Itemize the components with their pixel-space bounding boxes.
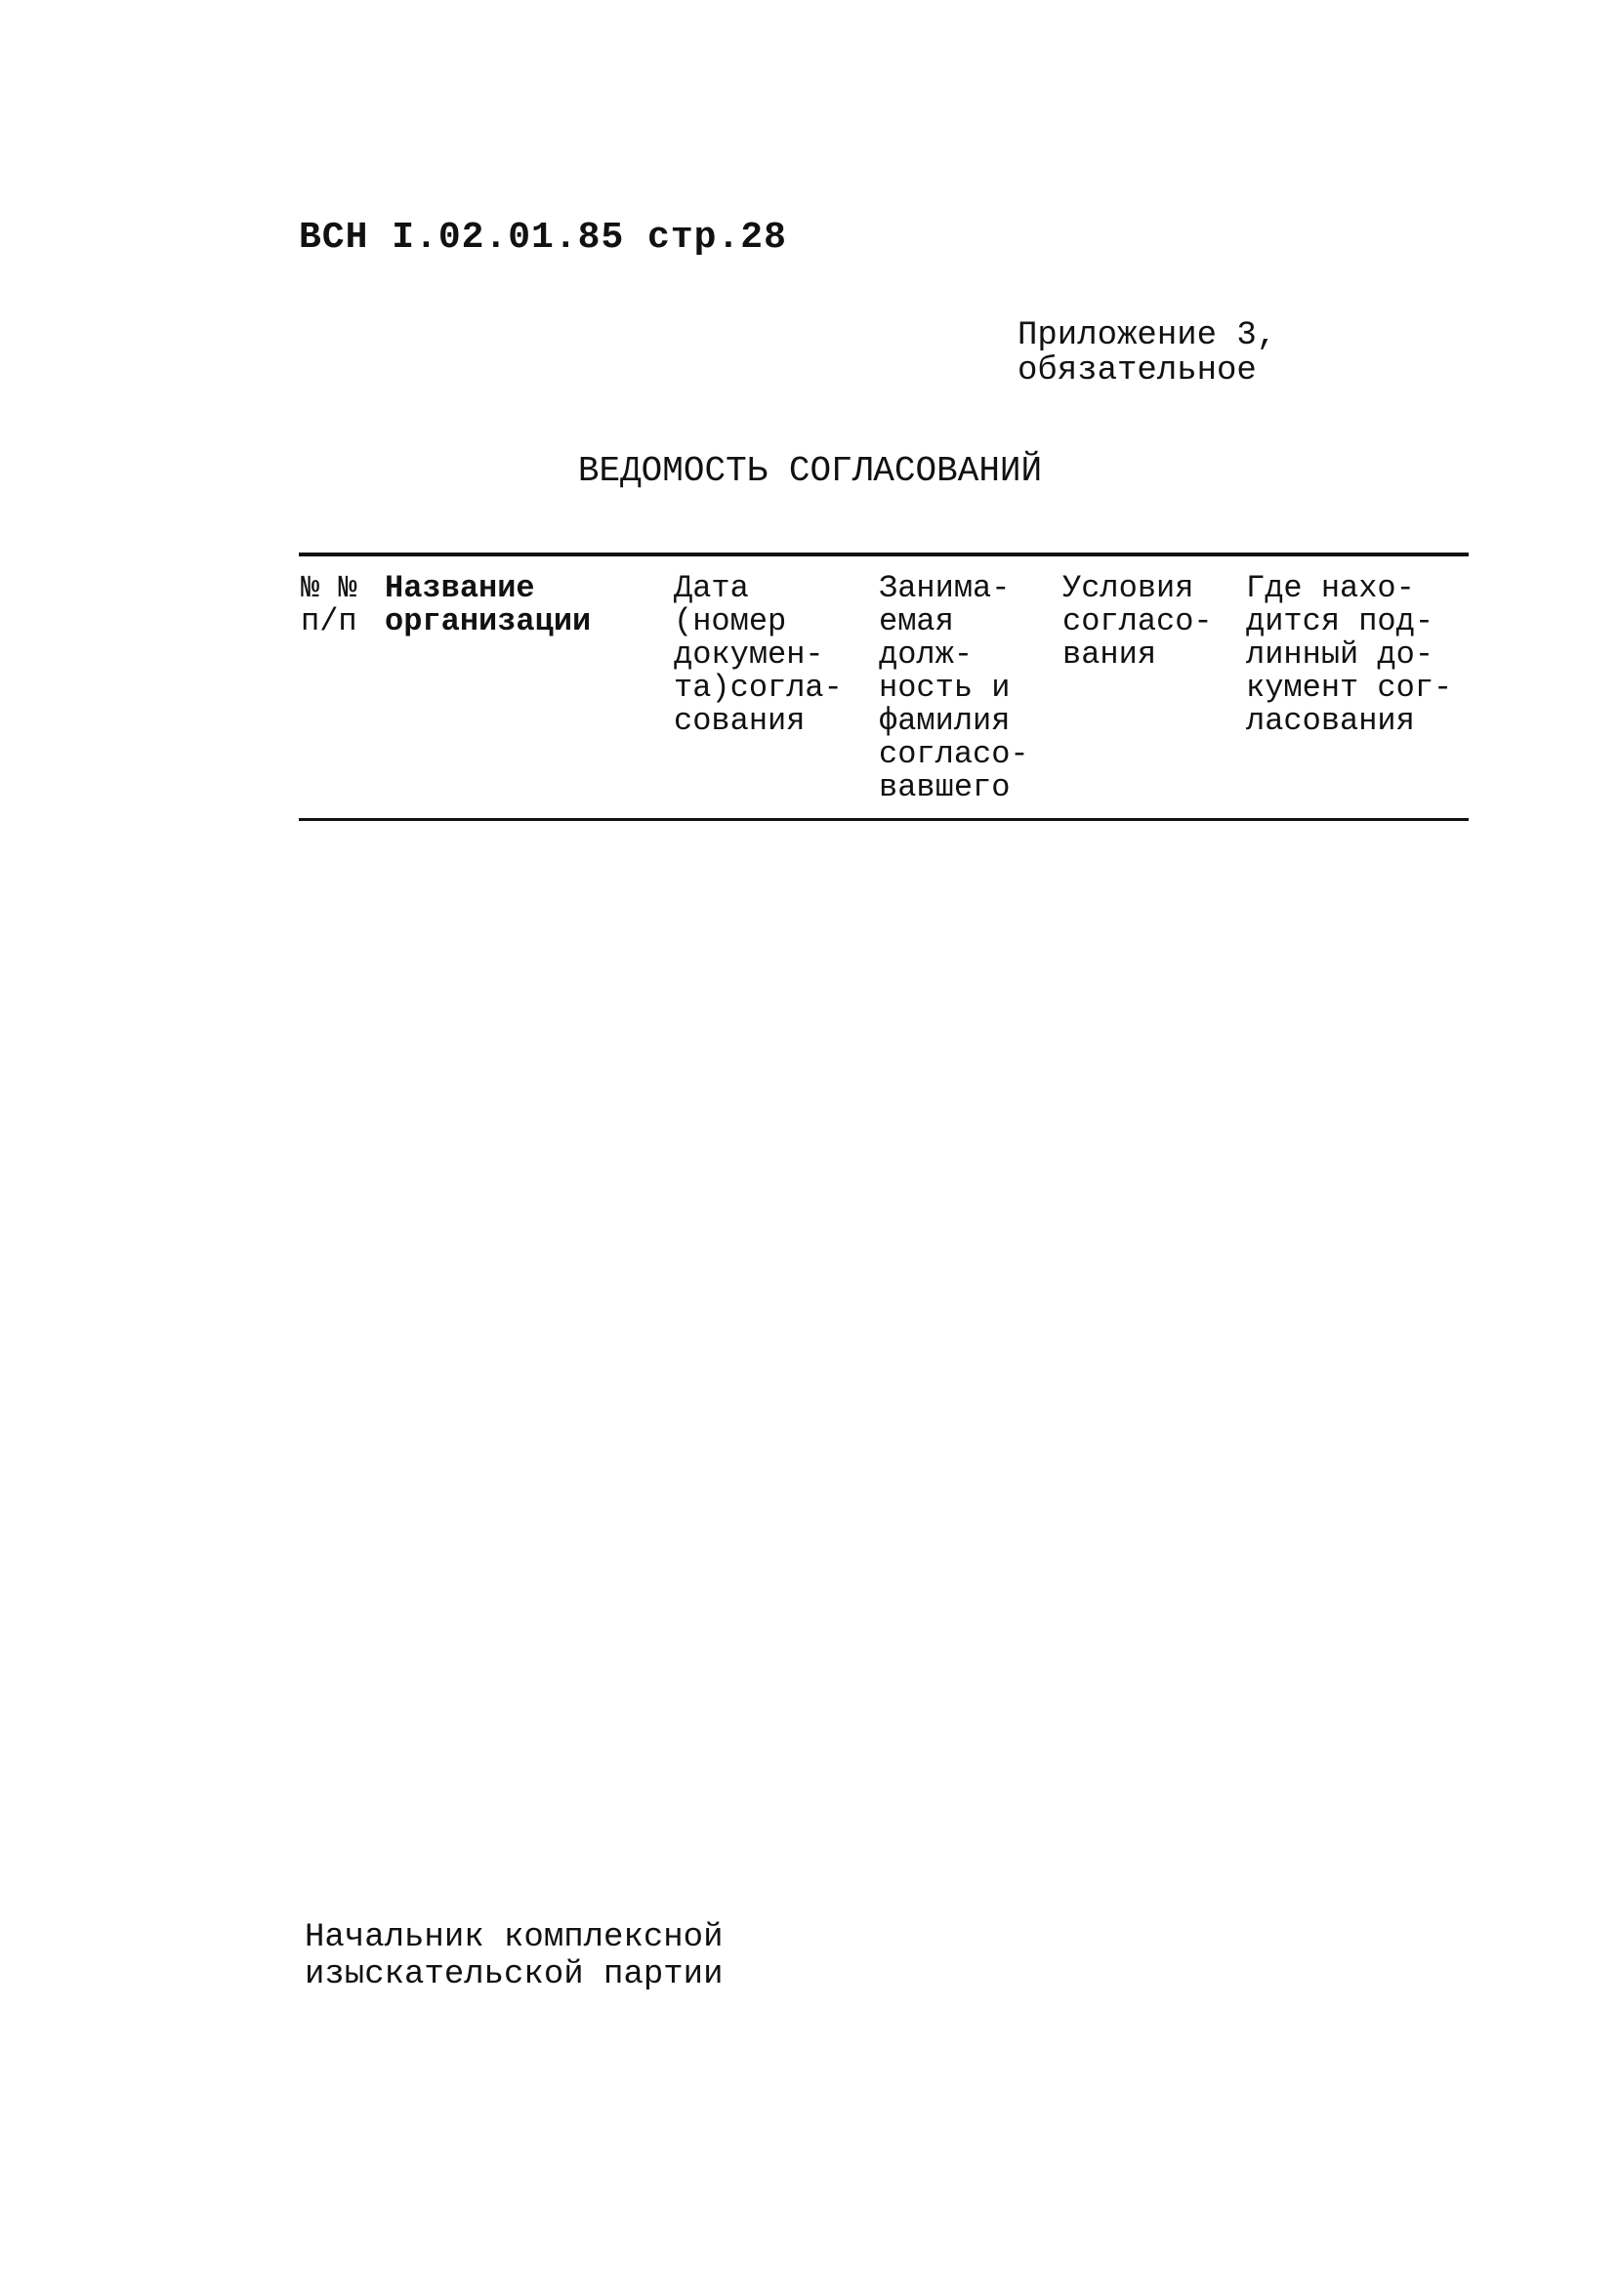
column-header-position: Занима- емая долж- ность и фамилия согласо- вавшего [879, 570, 1029, 805]
column-header-organization: Название организации [385, 570, 592, 639]
appendix-status: обязательное [1018, 352, 1257, 390]
signature-block: Начальник комплексной изыскательской партии [305, 1919, 724, 1993]
column-header-date: Дата (номер докумен- та)согла- сования [674, 570, 843, 739]
approval-table [299, 553, 1469, 821]
document-title: ВЕДОМОСТЬ СОГЛАСОВАНИЙ [577, 451, 1043, 491]
appendix-number: Приложение 3, [1018, 317, 1277, 354]
table-header-row [299, 556, 1469, 818]
column-header-conditions: Условия согласо- вания [1062, 570, 1213, 673]
column-header-location: Где нахо- дится под- линный до- кумент сог- ласования [1246, 570, 1453, 739]
appendix-label [1018, 318, 1276, 389]
column-header-number: № № п/п [301, 570, 357, 639]
document-reference: ВСН I.02.01.85 стр.28 [299, 217, 787, 259]
table-header-bottom-rule [299, 818, 1469, 821]
